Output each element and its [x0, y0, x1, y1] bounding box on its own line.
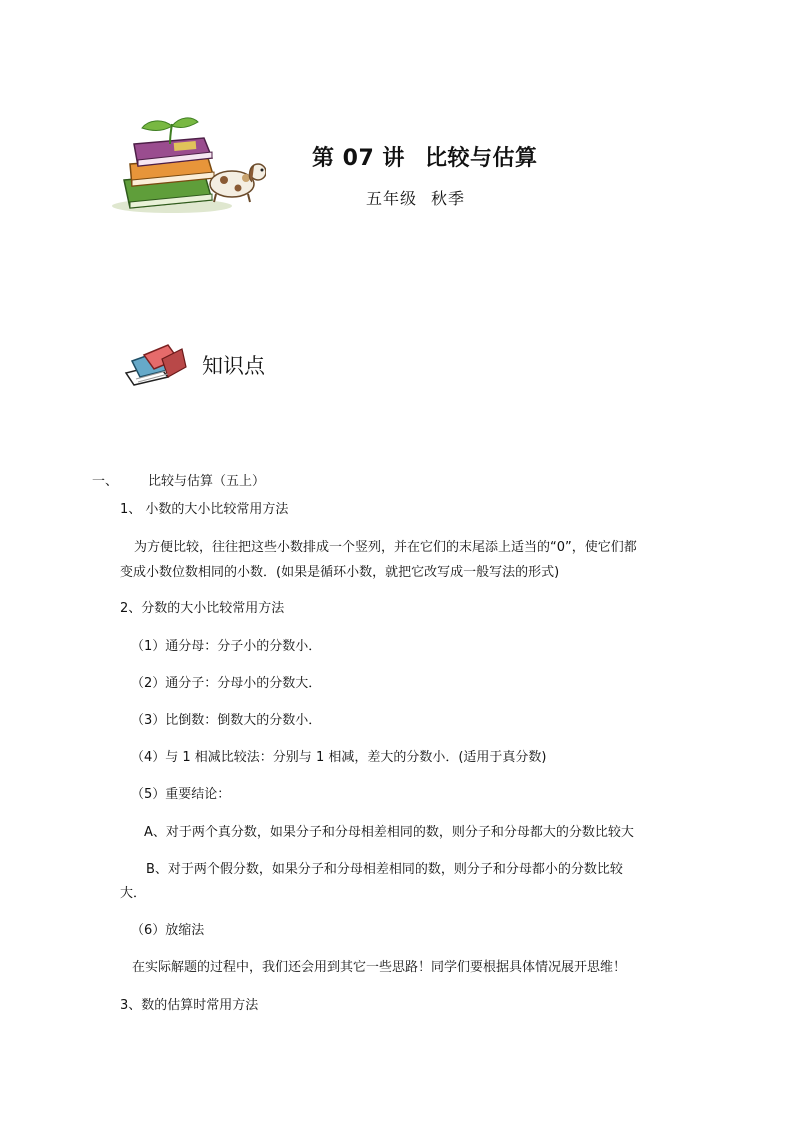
conclusion-b-line2: 大．	[120, 886, 147, 901]
item1-paragraph-line2: 变成小数位数相同的小数．(如果是循环小数，就把它改写成一般写法的形式)	[120, 565, 560, 580]
part-title: 比较与估算（五上）	[148, 474, 266, 489]
part-marker: 一、	[92, 474, 119, 489]
lesson-number: 第 07 讲	[312, 146, 405, 171]
section-title: 知识点	[202, 354, 265, 378]
method-2: （2）通分子：分母小的分数大．	[131, 676, 322, 691]
item1-paragraph-line1: 为方便比较，往往把这些小数排成一个竖列，并在它们的末尾添上适当的“0”，使它们都	[134, 540, 637, 555]
open-book-icon	[122, 343, 188, 387]
method-4: （4）与 1 相减比较法：分别与 1 相减，差大的分数小．(适用于真分数)	[131, 750, 547, 765]
page-title	[312, 141, 537, 172]
item3-title: 3、数的估算时常用方法	[120, 998, 259, 1013]
conclusion-a: A、对于两个真分数，如果分子和分母相差相同的数，则分子和分母都大的分数比较大	[144, 825, 634, 840]
season-label: 秋季	[431, 189, 466, 208]
page-subtitle	[366, 186, 465, 209]
method-5: （5）重要结论：	[131, 787, 231, 802]
method-3: （3）比倒数：倒数大的分数小．	[131, 713, 322, 728]
item2-title: 2、分数的大小比较常用方法	[120, 601, 285, 616]
method-6: （6）放缩法	[131, 923, 205, 938]
item1-title: 1、 小数的大小比较常用方法	[120, 502, 289, 517]
conclusion-b-line1: B、对于两个假分数，如果分子和分母相差相同的数，则分子和分母都小的分数比较	[146, 862, 623, 877]
method-1: （1）通分母：分子小的分数小．	[131, 639, 322, 654]
lesson-title: 比较与估算	[424, 146, 538, 171]
note-text: 在实际解题的过程中，我们还会用到其它一些思路！同学们要根据具体情况展开思维！	[132, 960, 627, 975]
books-puppy-illustration	[108, 114, 266, 214]
grade-label: 五年级	[366, 189, 418, 208]
